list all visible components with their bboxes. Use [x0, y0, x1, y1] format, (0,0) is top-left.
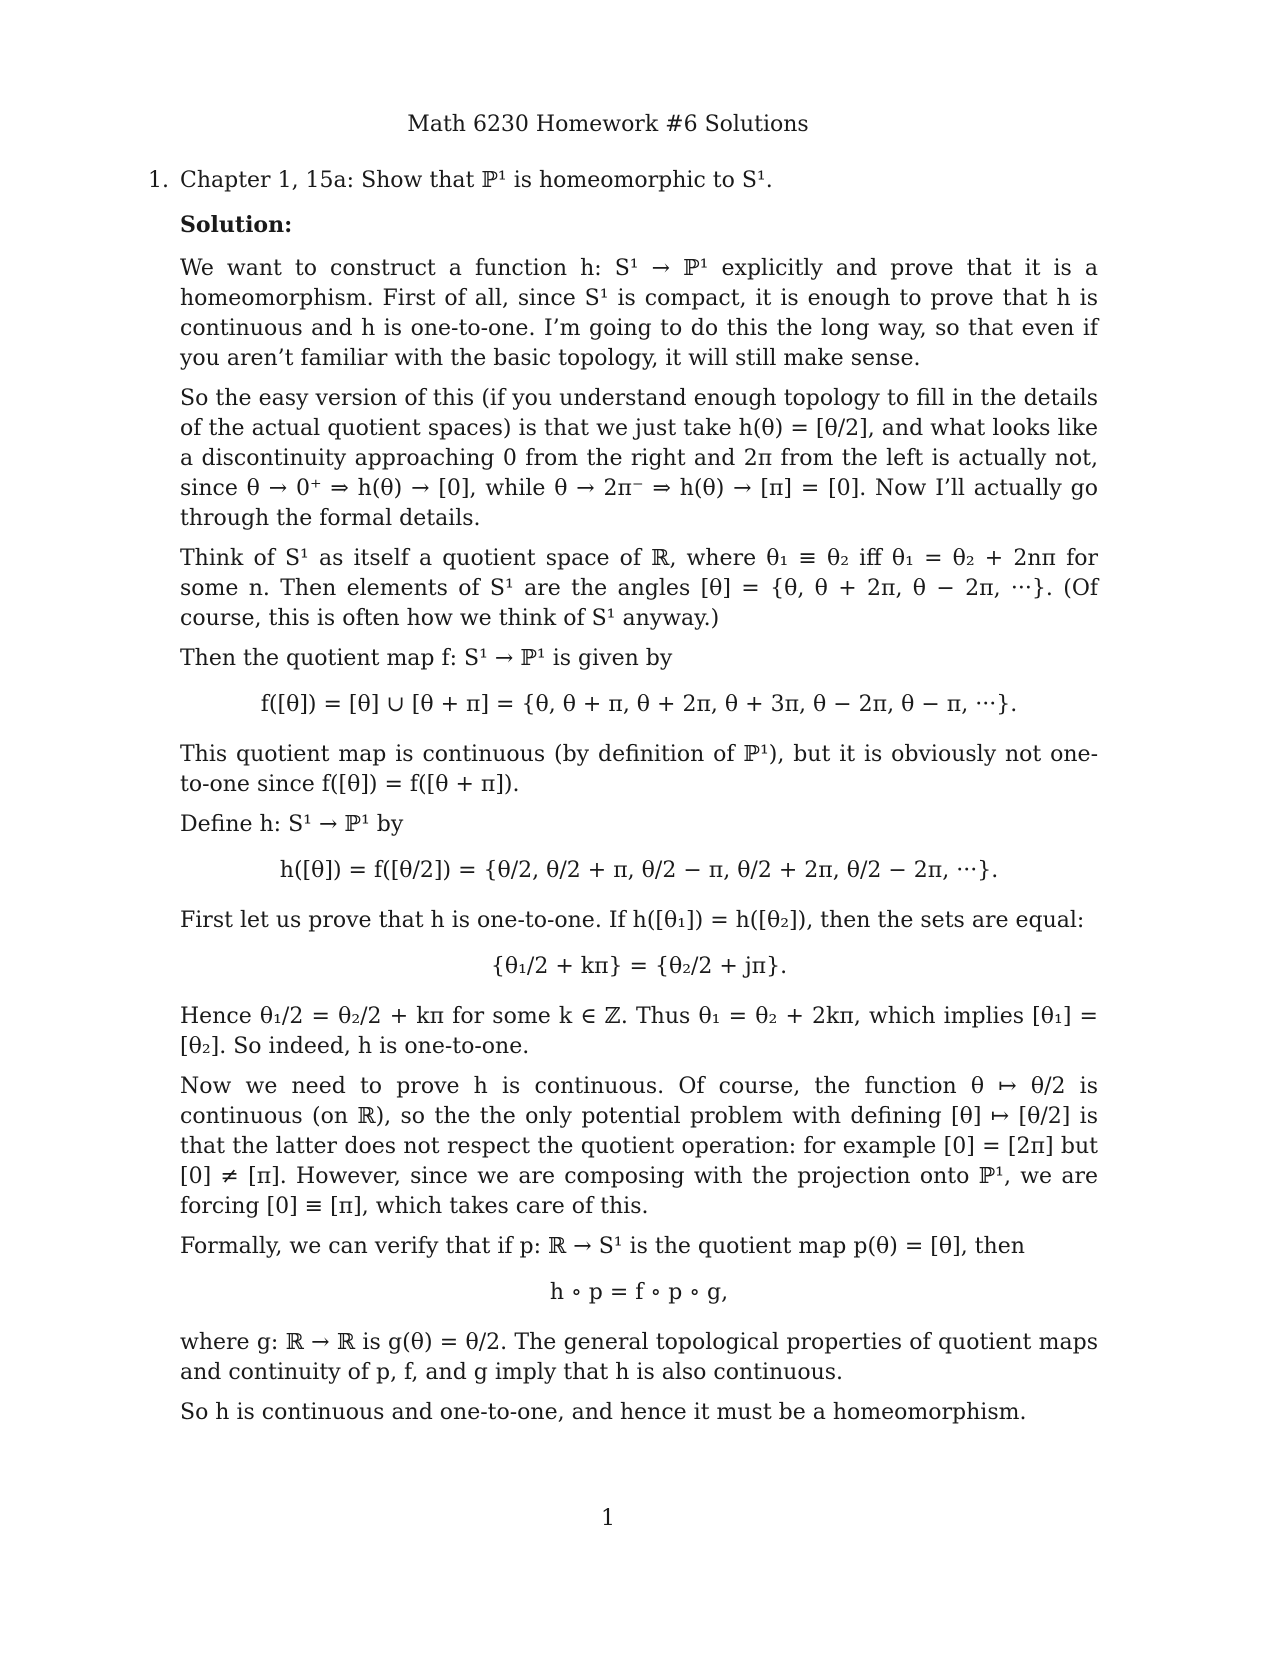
paragraph: Define h: S¹ → ℙ¹ by: [180, 812, 404, 837]
solution-label: Solution:: [180, 212, 293, 238]
equation-composition: h ∘ p = f ∘ p ∘ g,: [549, 1280, 729, 1305]
paragraph: where g: ℝ → ℝ is g(θ) = θ/2. The general topological properties of quotient maps and continuity of p, f, and g imply that h is also continuous.: [180, 1330, 1098, 1385]
equation-sets-equal: {θ₁/2 + kπ} = {θ₂/2 + jπ}.: [490, 954, 788, 979]
paragraph: Think of S¹ as itself a quotient space of ℝ, where θ₁ ≡ θ₂ iff θ₁ = θ₂ + 2nπ for some n. Then elements of S¹ are the angles [θ] = {θ, θ + 2π, θ − 2π, ···}. (Of course, this is often how we think of S¹ anyway.): [180, 546, 1098, 631]
paragraph: So h is continuous and one-to-one, and hence it must be a homeomorphism.: [180, 1400, 1027, 1425]
paragraph: Formally, we can verify that if p: ℝ → S¹ is the quotient map p(θ) = [θ], then: [180, 1234, 1025, 1259]
paragraph: First let us prove that h is one-to-one. If h([θ₁]) = h([θ₂]), then the sets are equal:: [180, 908, 1085, 933]
solution-body: [180, 210, 1098, 1438]
equation-h-definition: h([θ]) = f([θ/2]) = {θ/2, θ/2 + π, θ/2 − π, θ/2 + 2π, θ/2 − 2π, ···}.: [279, 858, 999, 883]
paragraph: This quotient map is continuous (by definition of ℙ¹), but it is obviously not one-to-one since f([θ]) = f([θ + π]).: [180, 742, 1098, 797]
paragraph: So the easy version of this (if you understand enough topology to fill in the details of the actual quotient spaces) is that we just take h(θ) = [θ/2], and what looks like a discontinuity approaching 0 from the right and 2π from the left is actually not, since θ → 0⁺ ⇒ h(θ) → [0], while θ → 2π⁻ ⇒ h(θ) → [π] = [0]. Now I’ll actually go through the formal details.: [180, 386, 1098, 531]
problem-text: Chapter 1, 15a: Show that ℙ¹ is homeomorphic to S¹.: [180, 168, 773, 193]
problem-number: 1.: [148, 168, 169, 193]
paragraph: Now we need to prove h is continuous. Of course, the function θ ↦ θ/2 is continuous (on ℝ), so the the only potential problem with defining [θ] ↦ [θ/2] is that the latter does not respect the quotient operation: for example [0] = [2π] but [0] ≠ [π]. However, since we are composing with the projection onto ℙ¹, we are forcing [0] ≡ [π], which takes care of this.: [180, 1074, 1098, 1219]
paragraph: Hence θ₁/2 = θ₂/2 + kπ for some k ∈ ℤ. Thus θ₁ = θ₂ + 2kπ, which implies [θ₁] = [θ₂]. So indeed, h is one-to-one.: [180, 1004, 1098, 1059]
page-title: Math 6230 Homework #6 Solutions: [407, 112, 809, 137]
equation-f-definition: f([θ]) = [θ] ∪ [θ + π] = {θ, θ + π, θ + 2π, θ + 3π, θ − 2π, θ − π, ···}.: [260, 692, 1018, 717]
page-number: 1: [601, 1506, 615, 1531]
paragraph: We want to construct a function h: S¹ → ℙ¹ explicitly and prove that it is a homeomorphism. First of all, since S¹ is compact, it is enough to prove that h is continuous and h is one-to-one. I’m going to do this the long way, so that even if you aren’t familiar with the basic topology, it will still make sense.: [180, 256, 1098, 371]
paragraph: Then the quotient map f: S¹ → ℙ¹ is given by: [180, 646, 673, 671]
